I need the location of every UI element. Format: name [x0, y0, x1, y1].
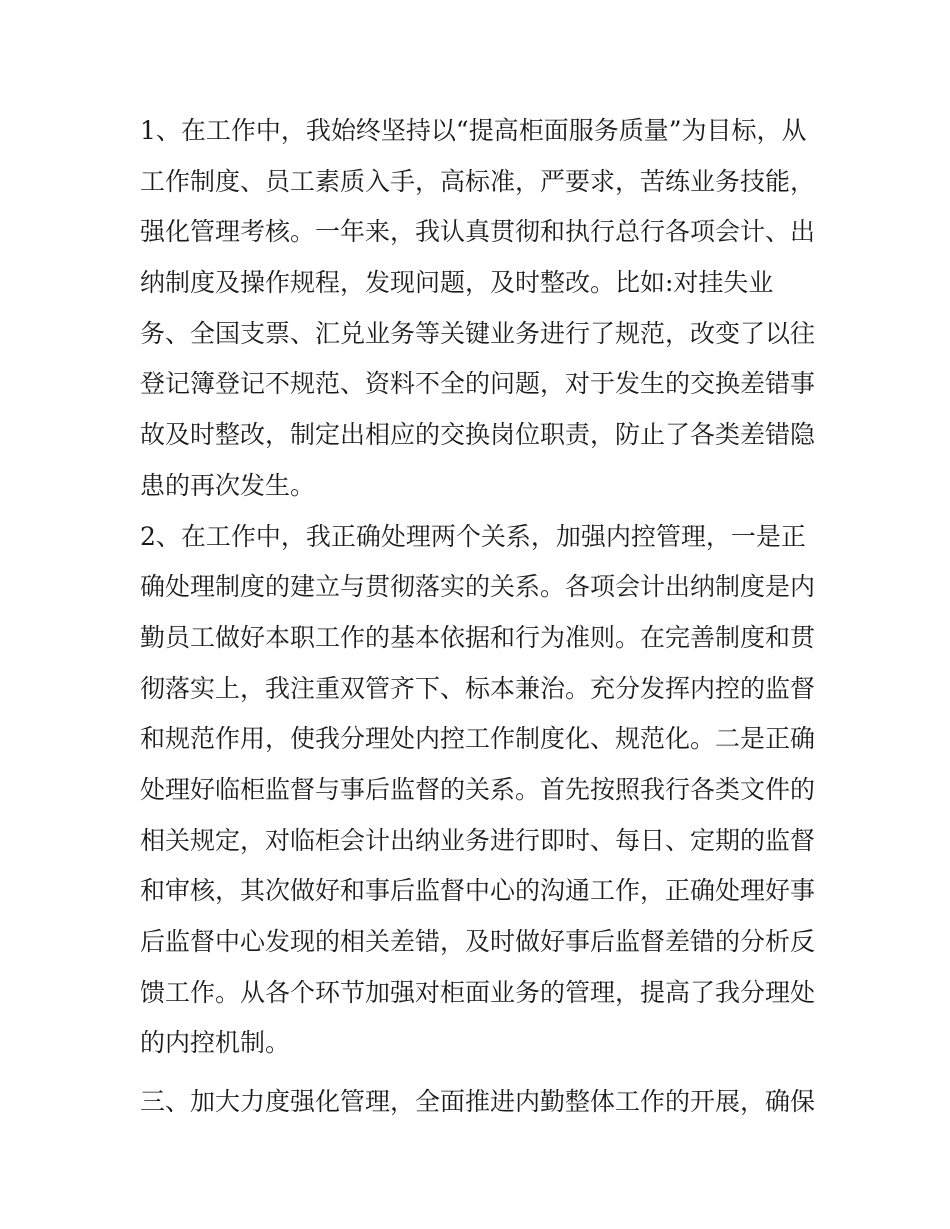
text-line: 2、在工作中，我正确处理两个关系，加强内控管理，一是正 — [140, 521, 806, 551]
text-line: 和审核，其次做好和事后监督中心的沟通工作，正确处理好事 — [140, 876, 816, 906]
text-line: 强化管理考核。一年来，我认真贯彻和执行总行各项会计、出 — [140, 217, 816, 247]
text-line: 患的再次发生。 — [140, 470, 316, 500]
text-line: 工作制度、员工素质入手，高标准，严要求，苦练业务技能， — [140, 166, 816, 196]
text-line: 1、在工作中，我始终坚持以“提高柜面服务质量”为目标，从 — [140, 116, 807, 145]
document-body — [140, 106, 820, 1128]
text-line: 故及时整改，制定出相应的交换岗位职责，防止了各类差错隐 — [140, 420, 816, 450]
text-line: 处理好临柜监督与事后监督的关系。首先按照我行各类文件的 — [140, 774, 816, 804]
paragraph-2 — [140, 512, 820, 1070]
text-line: 馈工作。从各个环节加强对柜面业务的管理，提高了我分理处 — [140, 977, 816, 1007]
text-line: 和规范作用，使我分理处内控工作制度化、规范化。二是正确 — [140, 724, 816, 754]
text-line: 彻落实上，我注重双管齐下、标本兼治。充分发挥内控的监督 — [140, 673, 816, 703]
text-line: 三、加大力度强化管理，全面推进内勤整体工作的开展，确保 — [140, 1087, 816, 1117]
paragraph-gap — [140, 1069, 820, 1077]
text-line: 纳制度及操作规程，发现问题，及时整改。比如:对挂失业 — [140, 268, 774, 298]
text-line: 登记簿登记不规范、资料不全的问题，对于发生的交换差错事 — [140, 369, 816, 399]
text-line: 后监督中心发现的相关差错，及时做好事后监督差错的分析反 — [140, 927, 816, 956]
text-line: 的内控机制。 — [140, 1028, 291, 1058]
text-line: 相关规定，对临柜会计出纳业务进行即时、每日、定期的监督 — [140, 825, 816, 855]
text-line: 务、全国支票、汇兑业务等关键业务进行了规范，改变了以往 — [140, 318, 816, 348]
text-line: 确处理制度的建立与贯彻落实的关系。各项会计出纳制度是内 — [140, 572, 816, 602]
paragraph-3 — [140, 1077, 820, 1128]
paragraph-1 — [140, 106, 820, 512]
text-line: 勤员工做好本职工作的基本依据和行为准则。在完善制度和贯 — [140, 622, 816, 652]
